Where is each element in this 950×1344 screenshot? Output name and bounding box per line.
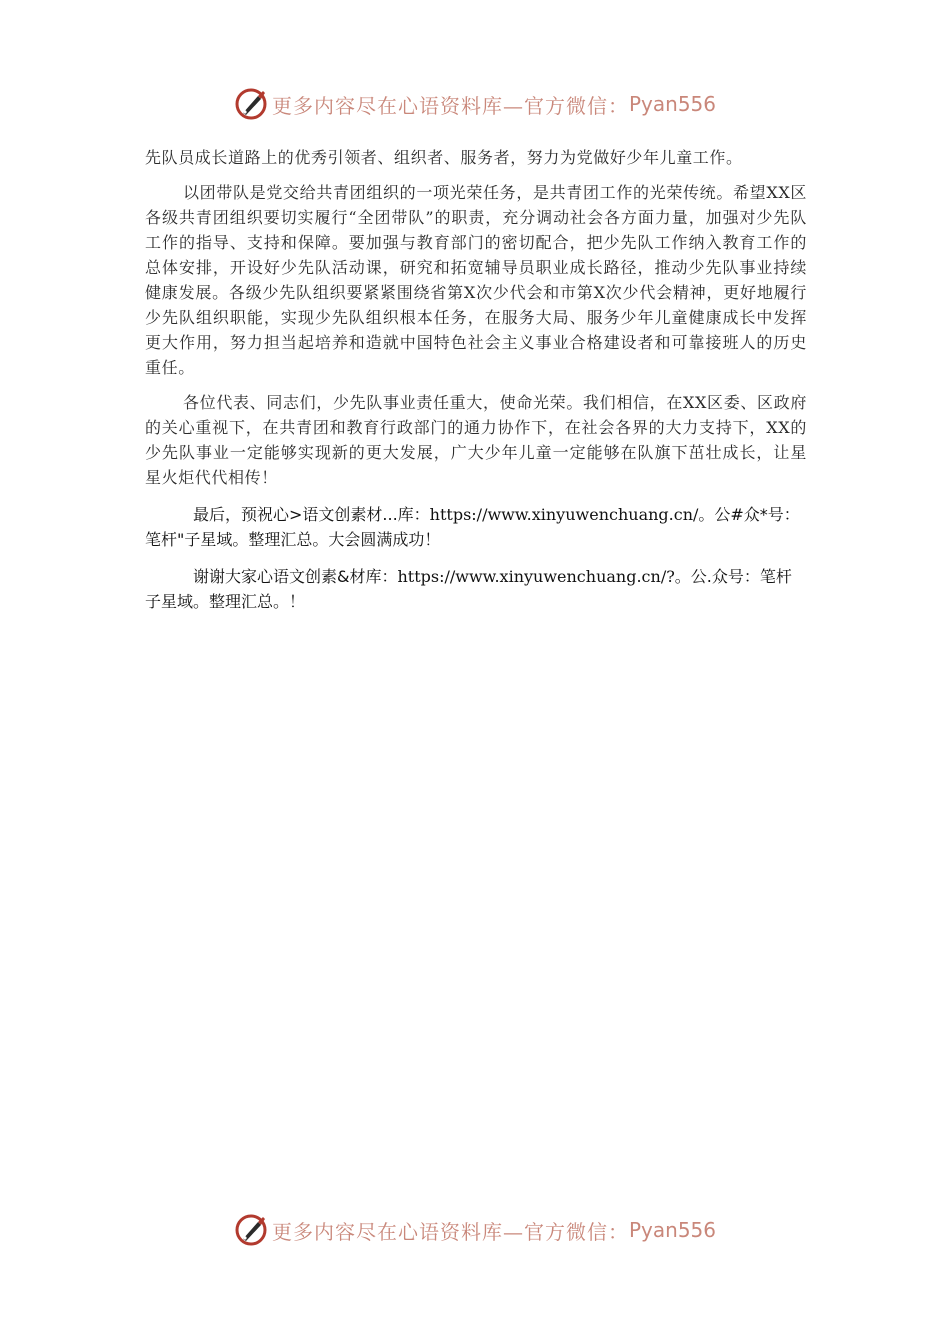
header-wechat-id: Pyan556 xyxy=(628,92,716,116)
notice-2-after: 。公.众号：笔杆子星域。整理汇总。！ xyxy=(145,567,792,611)
notice-2-url[interactable]: https://www.xinyuwenchuang.cn/? xyxy=(397,567,675,586)
notice-2-before: 谢谢大家心语文创素&材库： xyxy=(193,567,398,586)
pen-logo-icon xyxy=(234,87,268,121)
pen-logo-icon xyxy=(234,1213,268,1247)
notice-1 xyxy=(145,502,807,552)
notice-2 xyxy=(145,564,807,614)
paragraph-1: 先队员成长道路上的优秀引领者、组织者、服务者，努力为党做好少年儿童工作。 xyxy=(145,148,743,167)
footer-wechat-id: Pyan556 xyxy=(628,1218,716,1242)
paragraph-2: 以团带队是党交给共青团组织的一项光荣任务，是共青团工作的光荣传统。希望XX区各级共青团组织要切实履行“全团带队”的职责，充分调动社会各方面力量，加强对少先队工作的指导、支持和保障。要加强与教育部门的密切配合，把少先队工作纳入教育工作的总体安排，开设好少先队活动课，研究和拓宽辅导员职业成长路径，推动少先队事业持续健康发展。各级少先队组织要紧紧围绕省第X次少代会和市第X次少代会精神，更好地履行少先队组织职能，实现少先队组织根本任务，在服务大局、服务少年儿童健康成长中发挥更大作用，努力担当起培养和造就中国特色社会主义事业合格建设者和可靠接班人的历史重任。 xyxy=(145,183,807,377)
footer-banner xyxy=(0,1210,950,1250)
notice-1-url[interactable]: https://www.xinyuwenchuang.cn/ xyxy=(429,505,699,524)
header-banner xyxy=(0,84,950,124)
document-body xyxy=(145,145,807,624)
header-banner-text: 更多内容尽在心语资料库—官方微信： xyxy=(271,93,629,118)
footer-banner-text: 更多内容尽在心语资料库—官方微信： xyxy=(271,1219,629,1244)
notice-1-before: 最后，预祝心>语文创素材...库： xyxy=(193,505,430,524)
notice-1-after: 。公#众*号：笔杆"子星域。整理汇总。大会圆满成功！ xyxy=(145,505,800,549)
paragraph-3: 各位代表、同志们，少先队事业责任重大，使命光荣。我们相信，在XX区委、区政府的关心重视下，在共青团和教育行政部门的通力协作下，在社会各界的大力支持下，XX的少先队事业一定能够实现新的更大发展，广大少年儿童一定能够在队旗下茁壮成长，让星星火炬代代相传！ xyxy=(145,393,807,487)
